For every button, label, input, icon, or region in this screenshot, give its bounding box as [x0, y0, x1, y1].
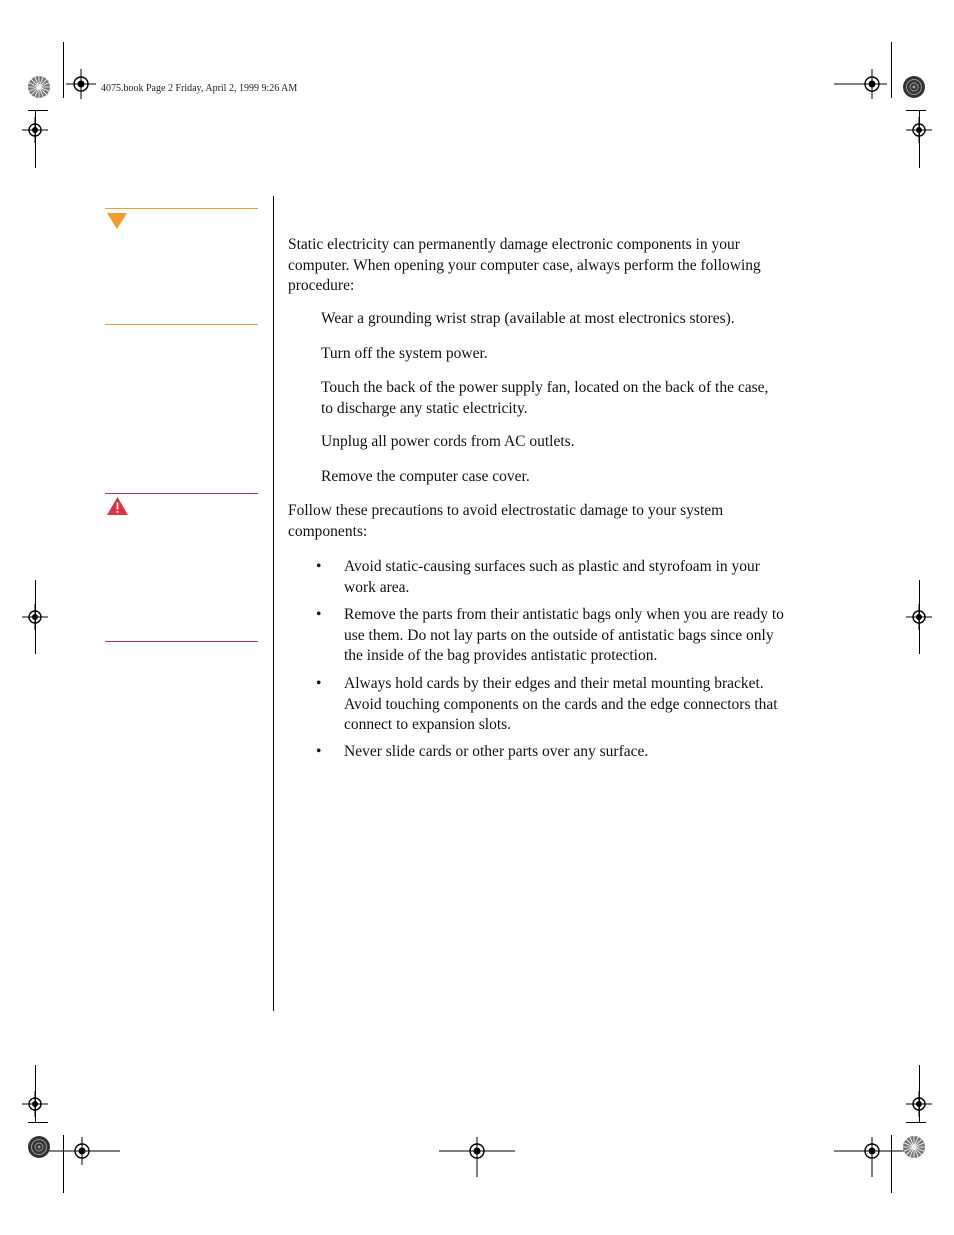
warning-exclamation-icon — [107, 497, 128, 515]
bullet-marker: • — [316, 743, 322, 760]
crop-mark — [28, 110, 48, 111]
caution-triangle-icon — [107, 213, 127, 229]
list-item — [316, 742, 786, 763]
warning-rule-top — [105, 493, 258, 494]
precautions-intro: Follow these precautions to avoid electrostatic damage to your system components: — [288, 502, 724, 540]
procedure-step: Remove the computer case cover. — [321, 468, 530, 485]
list-item — [316, 605, 786, 667]
procedure-step: Unplug all power cords from AC outlets. — [321, 433, 575, 450]
registration-mark-icon — [906, 117, 932, 143]
registration-mark-icon — [439, 1137, 515, 1177]
crop-mark — [28, 1122, 48, 1123]
registration-mark-icon — [66, 69, 96, 99]
column-divider — [273, 196, 274, 1011]
crop-mark — [834, 69, 860, 99]
procedure-step: Turn off the system power. — [321, 345, 488, 362]
list-item-text: Never slide cards or other parts over any surface. — [344, 743, 649, 760]
warning-rule-bottom — [105, 641, 258, 642]
bullet-marker: • — [316, 606, 322, 623]
crop-mark — [906, 110, 926, 111]
list-item — [316, 557, 786, 598]
color-target-icon — [902, 75, 926, 99]
registration-mark-icon — [857, 69, 887, 99]
crop-mark — [891, 42, 892, 98]
color-target-icon — [27, 75, 51, 99]
registration-mark-icon — [834, 1137, 910, 1177]
bullet-marker: • — [316, 675, 322, 692]
list-item — [316, 674, 786, 736]
printer-slug: 4075.book Page 2 Friday, April 2, 1999 9:26 AM — [101, 83, 298, 94]
bullet-marker: • — [316, 558, 322, 575]
registration-mark-icon — [22, 117, 48, 143]
crop-mark — [906, 1122, 926, 1123]
crop-mark — [63, 42, 64, 98]
procedure-step: Wear a grounding wrist strap (available at most electronics stores). — [321, 310, 735, 327]
list-item-text: Avoid static-causing surfaces such as plastic and styrofoam in your work area. — [344, 558, 760, 596]
list-item-text: Remove the parts from their antistatic bags only when you are ready to use them. Do not lay parts on the outside of antistatic bags since only the inside of the bag provides antistatic protection. — [344, 606, 784, 664]
color-target-icon — [902, 1135, 926, 1159]
registration-mark-icon — [22, 604, 48, 630]
caution-rule-bottom — [105, 324, 258, 325]
registration-mark-icon — [906, 1091, 932, 1117]
caution-rule-top — [105, 208, 258, 209]
caution-paragraph: Static electricity can permanently damage electronic components in your computer. When opening your computer case, always perform the following procedure: — [288, 236, 761, 294]
registration-mark-icon — [906, 604, 932, 630]
procedure-step: Touch the back of the power supply fan, located on the back of the case, to discharge any static electricity. — [321, 379, 769, 417]
registration-mark-icon — [44, 1137, 120, 1165]
color-target-icon — [27, 1135, 51, 1159]
list-item-text: Always hold cards by their edges and their metal mounting bracket. Avoid touching components on the cards and the edge connectors that connect to expansion slots. — [344, 675, 778, 733]
registration-mark-icon — [22, 1091, 48, 1117]
